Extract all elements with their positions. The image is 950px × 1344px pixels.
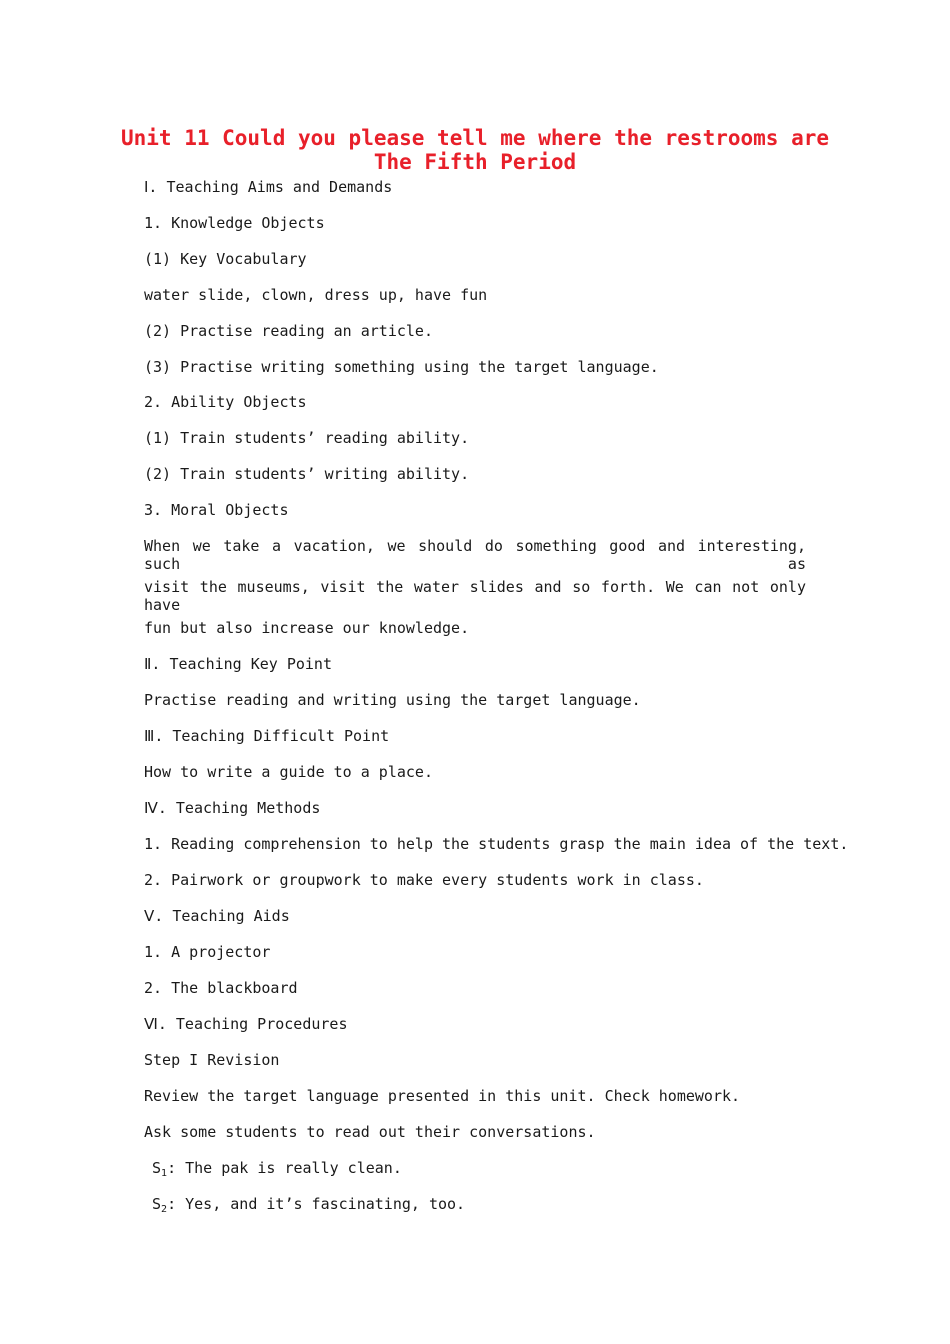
speaker-label: S [152, 1159, 162, 1177]
text-line: 2. Pairwork or groupwork to make every students work in class. [144, 871, 704, 889]
text-line: water slide, clown, dress up, have fun [144, 286, 488, 304]
dialogue-text: : Yes, and it’s fascinating, too. [167, 1195, 466, 1213]
dialogue-line [152, 1159, 402, 1177]
text-line: Review the target language presented in this unit. Check homework. [144, 1087, 741, 1105]
text-line: (1) Key Vocabulary [144, 250, 307, 268]
section-heading-key-point: Ⅱ. Teaching Key Point [144, 655, 332, 673]
paragraph-line: visit the museums, visit the water slides and so forth. We can not only have [144, 578, 806, 614]
text-line: 2. The blackboard [144, 979, 298, 997]
text-line: (2) Train students’ writing ability. [144, 465, 470, 483]
speaker-number: 1 [161, 1168, 168, 1179]
text-line: Step I Revision [144, 1051, 280, 1069]
text-line: 1. Knowledge Objects [144, 214, 325, 232]
text-line: (2) Practise reading an article. [144, 322, 433, 340]
document-title: Unit 11 Could you please tell me where the restrooms are [120, 126, 829, 150]
speaker-number: 2 [161, 1204, 168, 1215]
text-line: 1. Reading comprehension to help the students grasp the main idea of the text. [144, 835, 849, 853]
section-heading-difficult-point: Ⅲ. Teaching Difficult Point [144, 727, 390, 745]
text-line: Ask some students to read out their conversations. [144, 1123, 596, 1141]
dialogue-line [152, 1195, 465, 1213]
dialogue-text: : The pak is really clean. [167, 1159, 402, 1177]
paragraph-line: fun but also increase our knowledge. [144, 619, 470, 637]
text-line: 2. Ability Objects [144, 393, 307, 411]
document-subtitle: The Fifth Period [373, 150, 577, 174]
section-heading-procedures: Ⅵ. Teaching Procedures [144, 1015, 348, 1033]
section-heading-methods: Ⅳ. Teaching Methods [144, 799, 321, 817]
text-line: How to write a guide to a place. [144, 763, 433, 781]
text-line: (1) Train students’ reading ability. [144, 429, 470, 447]
text-line: 1. A projector [144, 943, 271, 961]
paragraph-line: When we take a vacation, we should do something good and interesting, such as [144, 537, 806, 573]
section-heading-aids: Ⅴ. Teaching Aids [144, 907, 290, 925]
speaker-label: S [152, 1195, 162, 1213]
text-line: 3. Moral Objects [144, 501, 289, 519]
text-line: Practise reading and writing using the target language. [144, 691, 641, 709]
text-line: (3) Practise writing something using the target language. [144, 358, 659, 376]
section-heading-aims: Ⅰ. Teaching Aims and Demands [144, 178, 393, 196]
